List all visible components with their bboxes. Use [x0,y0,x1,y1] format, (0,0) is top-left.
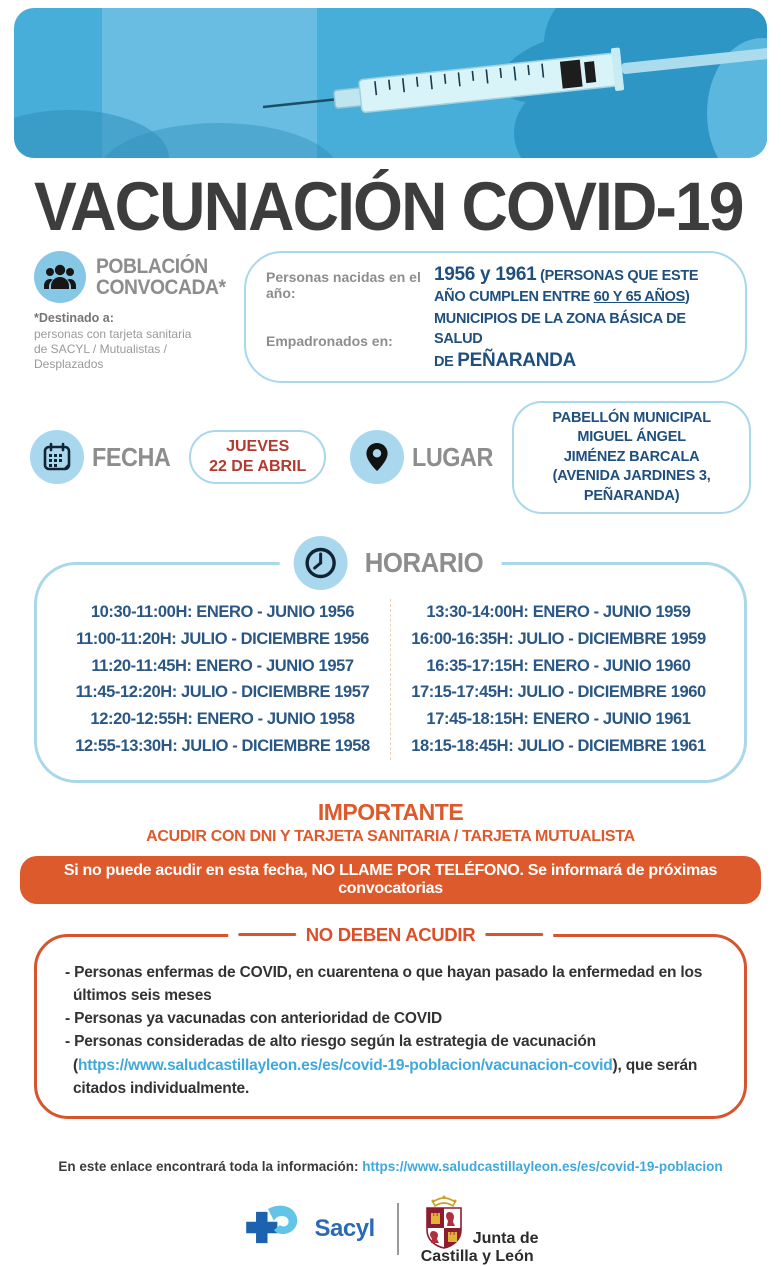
calendar-icon [30,430,84,484]
schedule-row: 13:30-14:00H: ENERO - JUNIO 1959 [426,603,691,622]
page-title: VACUNACIÓN COVID-19 [34,168,743,245]
sacyl-logo-icon [242,1201,304,1257]
horario-label: HORARIO [364,547,483,579]
schedule-row: 12:55-13:30H: JULIO - DICIEMBRE 1958 [75,736,370,755]
importante-section [0,799,781,904]
no-deben-acudir-title: NO DEBEN ACUDIR [305,923,476,945]
syringe-hero-image [14,8,767,158]
covid-19-poblacion-link[interactable]: https://www.saludcastillayleon.es/es/covid-19-poblacion [362,1159,723,1175]
sacyl-logo-text: Sacyl [314,1215,375,1243]
vaccination-poster [0,8,781,1266]
junta-logo [421,1192,539,1266]
poblacion-detail-bubble [244,251,747,383]
schedule-row: 18:15-18:45H: JULIO - DICIEMBRE 1961 [411,736,706,755]
poblacion-heading: POBLACIÓN CONVOCADA* [96,254,226,299]
vacunacion-covid-link[interactable]: https://www.saludcastillayleon.es/es/covid-19-poblacion/vacunacion-covid [77,1056,613,1074]
schedule-row: 16:35-17:15H: ENERO - JUNIO 1960 [426,656,691,675]
nacidas-label: Personas nacidas en el año: [266,268,421,301]
empadronados-value: MUNICIPIOS DE LA ZONA BÁSICA DE SALUD DE PEÑARANDA [434,310,686,371]
horario-section [34,547,747,782]
excluded-item: - Personas ya vacunadas con anterioridad de COVID [65,1010,442,1028]
excluded-item: - Personas enfermas de COVID, en cuarentena o que hayan pasado la enfermedad en los últimos seis meses [65,963,703,1004]
lugar-label: LUGAR [412,441,494,472]
clock-icon [293,536,347,590]
importante-banner: Si no puede acudir en esta fecha, NO LLAME POR TELÉFONO. Se informará de próximas convocatorias [20,856,761,904]
junta-coat-of-arms [421,1192,467,1250]
schedule-row: 16:00-16:35H: JULIO - DICIEMBRE 1959 [411,630,706,649]
nacidas-value: 1956 y 1961 (PERSONAS QUE ESTE AÑO CUMPLEN ENTRE 60 Y 65 AÑOS) [434,264,699,305]
schedule-right-column [390,599,726,759]
fecha-bubble: JUEVES 22 DE ABRIL [189,430,326,484]
poblacion-section [34,251,747,383]
lugar-bubble: PABELLÓN MUNICIPAL MIGUEL ÁNGEL JIMÉNEZ BARCALA (AVENIDA JARDINES 3, PEÑARANDA) [512,401,751,515]
title-dash-right [485,933,543,936]
no-deben-acudir-section [34,923,747,1120]
schedule-left-column [55,599,390,759]
schedule-row: 17:45-18:15H: ENERO - JUNIO 1961 [426,710,691,729]
excluded-item: - Personas consideradas de alto riesgo según la estrategia de vacunación (https://www.saludcastillayleon.es/es/covid-19-poblacion/vacunacion-covid), que serán citados individualmente. [65,1033,698,1097]
sacyl-logo [242,1201,374,1257]
schedule-row: 12:20-12:55H: ENERO - JUNIO 1958 [90,710,355,729]
importante-subtitle: ACUDIR CON DNI Y TARJETA SANITARIA / TARJETA MUTUALISTA [146,827,635,845]
fecha-label: FECHA [92,441,171,472]
empadronados-label: Empadronados en: [266,332,393,349]
footer-logos [0,1192,781,1266]
schedule-row: 10:30-11:00H: ENERO - JUNIO 1956 [90,603,355,622]
people-icon [34,251,86,303]
junta-logo-text-line1: Junta de [472,1230,539,1248]
schedule-row: 11:45-12:20H: JULIO - DICIEMBRE 1957 [75,683,370,702]
fecha-lugar-section [30,401,751,515]
poblacion-footnote: *Destinado a: personas con tarjeta sanitaria de SACYL / Mutualistas / Desplazados [34,311,192,371]
location-pin-icon [350,430,404,484]
footer-info: En este enlace encontrará toda la información: https://www.saludcastillayleon.es/es/covid-19-poblacion [58,1159,723,1175]
junta-logo-text-line2: Castilla y León [420,1248,534,1266]
schedule-row: 11:20-11:45H: ENERO - JUNIO 1957 [91,656,354,675]
schedule-row: 11:00-11:20H: JULIO - DICIEMBRE 1956 [76,630,369,649]
title-dash-left [238,933,296,936]
logo-divider [397,1203,399,1255]
importante-title: IMPORTANTE [317,798,464,825]
schedule-row: 17:15-17:45H: JULIO - DICIEMBRE 1960 [411,683,706,702]
